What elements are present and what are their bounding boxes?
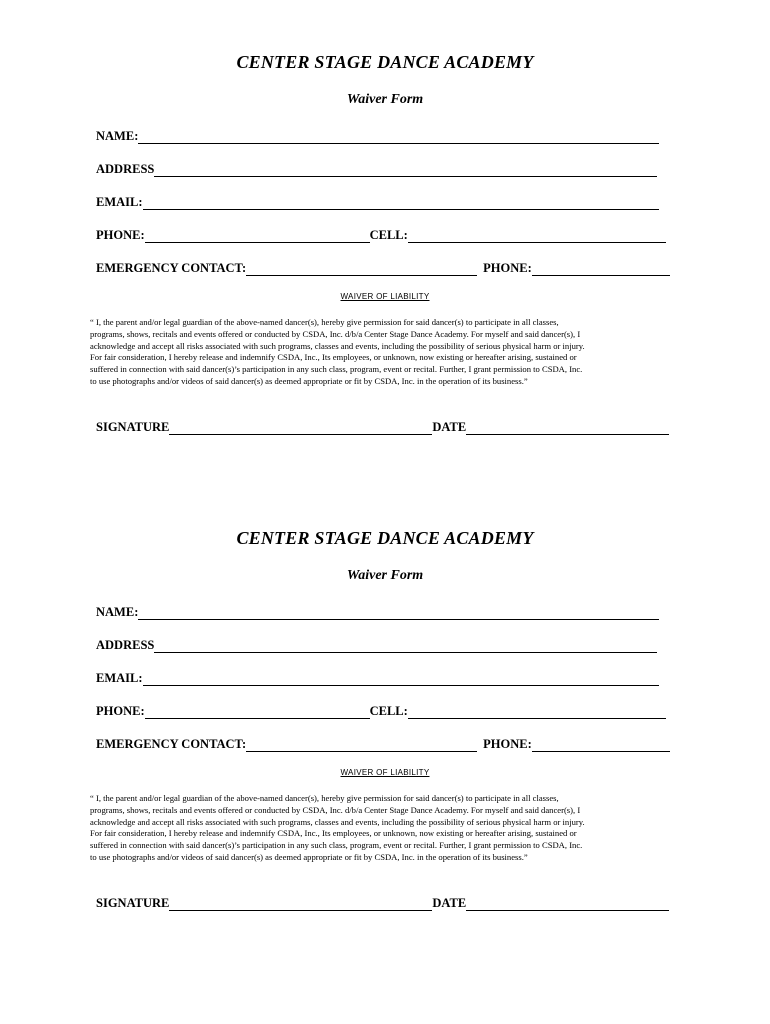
email-label: EMAIL:	[96, 671, 143, 685]
phone-input-line[interactable]	[145, 705, 370, 719]
waiver-line: suffered in connection with said dancer(s)’s participation in any such class, program, event or recital. Further, I grant permission to CSDA, Inc.	[90, 840, 583, 851]
waiver-line: acknowledge and accept all risks associated with such programs, classes and events, including the possibility of serious physical harm or injury.	[90, 816, 585, 827]
emergency-contact-input-line[interactable]	[246, 738, 477, 752]
emergency-contact-field	[96, 736, 670, 752]
name-input-line[interactable]	[138, 130, 659, 144]
waiver-line: For fair consideration, I hereby release and indemnify CSDA, Inc., Its employees, or unknown, now existing or hereafter arising, sustained or	[90, 352, 577, 363]
waiver-line: programs, shows, recitals and events offered or conducted by CSDA, Inc. d/b/a Center Stage Dance Academy. For myself and said dancer(s), I	[90, 804, 581, 815]
name-label: NAME:	[96, 605, 139, 619]
address-field	[96, 161, 657, 177]
signature-date-field	[96, 419, 669, 435]
waiver-heading: WAIVER OF LIABILITY	[340, 768, 430, 777]
waiver-line: programs, shows, recitals and events offered or conducted by CSDA, Inc. d/b/a Center Stage Dance Academy. For myself and said dancer(s), I	[90, 328, 581, 339]
date-input-line[interactable]	[466, 421, 669, 435]
waiver-line: For fair consideration, I hereby release and indemnify CSDA, Inc., Its employees, or unknown, now existing or hereafter arising, sustained or	[90, 828, 577, 839]
address-input-line[interactable]	[154, 163, 657, 177]
date-label: DATE	[432, 896, 467, 910]
waiver-line: suffered in connection with said dancer(s)’s participation in any such class, program, event or recital. Further, I grant permission to CSDA, Inc.	[90, 364, 583, 375]
name-label: NAME:	[96, 129, 139, 143]
waiver-form-2	[0, 476, 770, 952]
cell-label: CELL:	[369, 228, 408, 242]
emergency-phone-label: PHONE:	[483, 737, 532, 751]
email-field	[96, 194, 659, 210]
email-field	[96, 670, 659, 686]
emergency-contact-label: EMERGENCY CONTACT:	[96, 261, 247, 275]
form-subtitle: Waiver Form	[346, 568, 424, 583]
form-title: CENTER STAGE DANCE ACADEMY	[236, 528, 534, 548]
address-label: ADDRESS	[96, 638, 155, 652]
name-field	[96, 128, 659, 144]
phone-cell-field	[96, 227, 666, 243]
name-input-line[interactable]	[138, 606, 659, 620]
waiver-heading: WAIVER OF LIABILITY	[340, 292, 430, 301]
waiver-line: “ I, the parent and/or legal guardian of the above-named dancer(s), hereby give permission for said dancer(s) to participate in all classes,	[90, 793, 559, 803]
emergency-contact-label: EMERGENCY CONTACT:	[96, 737, 247, 751]
phone-label: PHONE:	[96, 704, 145, 718]
form-title: CENTER STAGE DANCE ACADEMY	[236, 52, 534, 72]
emergency-phone-input-line[interactable]	[532, 738, 670, 752]
email-input-line[interactable]	[143, 196, 659, 210]
signature-date-field	[96, 895, 669, 911]
waiver-line: to use photographs and/or videos of said dancer(s) as deemed appropriate or fit by CSDA, Inc. in the operation of its business.”	[90, 375, 528, 386]
phone-input-line[interactable]	[145, 229, 370, 243]
signature-label: SIGNATURE	[96, 420, 170, 434]
emergency-phone-input-line[interactable]	[532, 262, 670, 276]
phone-cell-field	[96, 703, 666, 719]
waiver-line: to use photographs and/or videos of said dancer(s) as deemed appropriate or fit by CSDA, Inc. in the operation of its business.”	[90, 851, 528, 862]
phone-label: PHONE:	[96, 228, 145, 242]
waiver-line: acknowledge and accept all risks associated with such programs, classes and events, including the possibility of serious physical harm or injury.	[90, 340, 585, 351]
emergency-contact-input-line[interactable]	[246, 262, 477, 276]
name-field	[96, 604, 659, 620]
email-label: EMAIL:	[96, 195, 143, 209]
waiver-form-1	[0, 0, 770, 476]
waiver-text	[90, 317, 672, 388]
signature-label: SIGNATURE	[96, 896, 170, 910]
date-label: DATE	[432, 420, 467, 434]
cell-input-line[interactable]	[408, 705, 666, 719]
emergency-phone-label: PHONE:	[483, 261, 532, 275]
emergency-contact-field	[96, 260, 670, 276]
signature-input-line[interactable]	[169, 897, 432, 911]
signature-input-line[interactable]	[169, 421, 432, 435]
date-input-line[interactable]	[466, 897, 669, 911]
waiver-text	[90, 793, 672, 864]
waiver-line: “ I, the parent and/or legal guardian of the above-named dancer(s), hereby give permission for said dancer(s) to participate in all classes,	[90, 317, 559, 327]
address-label: ADDRESS	[96, 162, 155, 176]
form-subtitle: Waiver Form	[346, 92, 424, 107]
cell-label: CELL:	[369, 704, 408, 718]
address-field	[96, 637, 657, 653]
email-input-line[interactable]	[143, 672, 659, 686]
cell-input-line[interactable]	[408, 229, 666, 243]
address-input-line[interactable]	[154, 639, 657, 653]
